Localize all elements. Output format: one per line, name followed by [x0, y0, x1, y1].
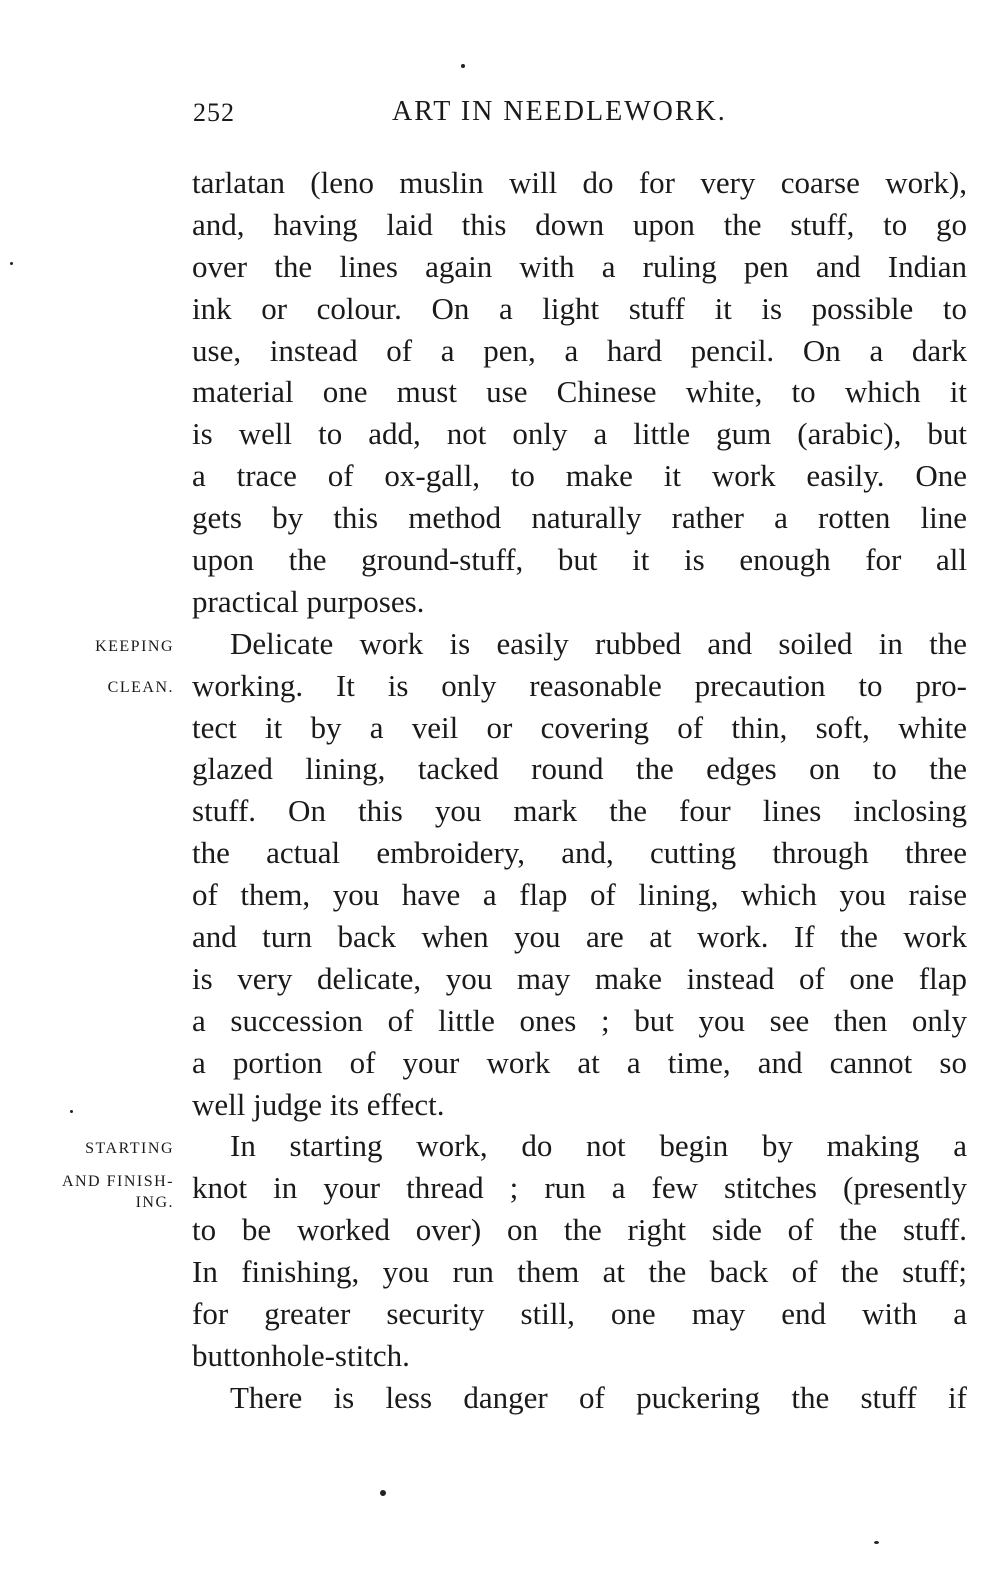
text-line: material one must use Chinese white, to which it — [192, 374, 967, 410]
text-line: working. It is only reasonable precaution to pro- — [192, 667, 967, 703]
sidenote-line: STARTING — [85, 1140, 174, 1157]
text-line: a succession of little ones ; but you see then only — [192, 1002, 967, 1038]
text-line: well judge its effect. — [192, 1086, 445, 1122]
text-line: tect it by a veil or covering of thin, soft, white — [192, 709, 967, 745]
running-title: ART IN NEEDLEWORK. — [392, 96, 727, 127]
sidenote-keeping-clean — [40, 636, 174, 698]
text-line: stuff. On this you mark the four lines inclosing — [192, 793, 967, 829]
page-header — [0, 92, 1000, 132]
scan-speck — [380, 1490, 386, 1496]
text-line: over the lines again with a ruling pen and Indian — [192, 248, 967, 284]
text-line: In finishing, you run them at the back of the stuff; — [192, 1254, 967, 1290]
text-line: is well to add, not only a little gum (arabic), but — [192, 416, 967, 452]
text-line: of them, you have a flap of lining, which you raise — [192, 877, 967, 913]
text-line: a portion of your work at a time, and cannot so — [192, 1044, 967, 1080]
text-line: for greater security still, one may end with a — [192, 1296, 967, 1332]
scan-speck — [10, 262, 13, 265]
body-text — [192, 162, 967, 1419]
text-line: and turn back when you are at work. If the work — [192, 919, 967, 955]
text-line: Delicate work is easily rubbed and soiled in the — [230, 625, 967, 661]
text-line: practical purposes. — [192, 583, 425, 619]
text-line: ink or colour. On a light stuff it is possible to — [192, 290, 967, 326]
sidenote-line: CLEAN. — [107, 679, 174, 696]
text-line: is very delicate, you may make instead of one flap — [192, 960, 967, 996]
text-line: the actual embroidery, and, cutting through three — [192, 835, 967, 871]
scan-speck — [461, 64, 465, 68]
scan-speck — [874, 1541, 879, 1544]
text-line: tarlatan (leno muslin will do for very coarse work), — [192, 165, 967, 200]
sidenote-line: AND FINISH- — [61, 1173, 174, 1190]
text-line: use, instead of a pen, a hard pencil. On a dark — [192, 332, 967, 368]
text-line: knot in your thread ; run a few stitches (presently — [192, 1170, 967, 1206]
text-line: upon the ground-stuff, but it is enough for all — [192, 542, 967, 578]
text-line: In starting work, do not begin by making a — [230, 1128, 967, 1164]
text-line: a trace of ox-gall, to make it work easily. One — [192, 458, 967, 494]
sidenote-line: KEEPING — [95, 638, 174, 655]
text-line: There is less danger of puckering the stuff if — [230, 1379, 967, 1415]
text-line: glazed lining, tacked round the edges on to the — [192, 751, 967, 787]
text-line: buttonhole-stitch. — [192, 1337, 410, 1373]
sidenote-starting-finishing — [0, 1138, 174, 1213]
sidenote-line: ING. — [135, 1194, 174, 1211]
text-line: to be worked over) on the right side of the stuff. — [192, 1212, 967, 1248]
text-line: gets by this method naturally rather a rotten line — [192, 500, 967, 536]
page-number: 252 — [193, 98, 235, 127]
text-line: and, having laid this down upon the stuff, to go — [192, 206, 967, 242]
scan-speck — [70, 1110, 73, 1113]
